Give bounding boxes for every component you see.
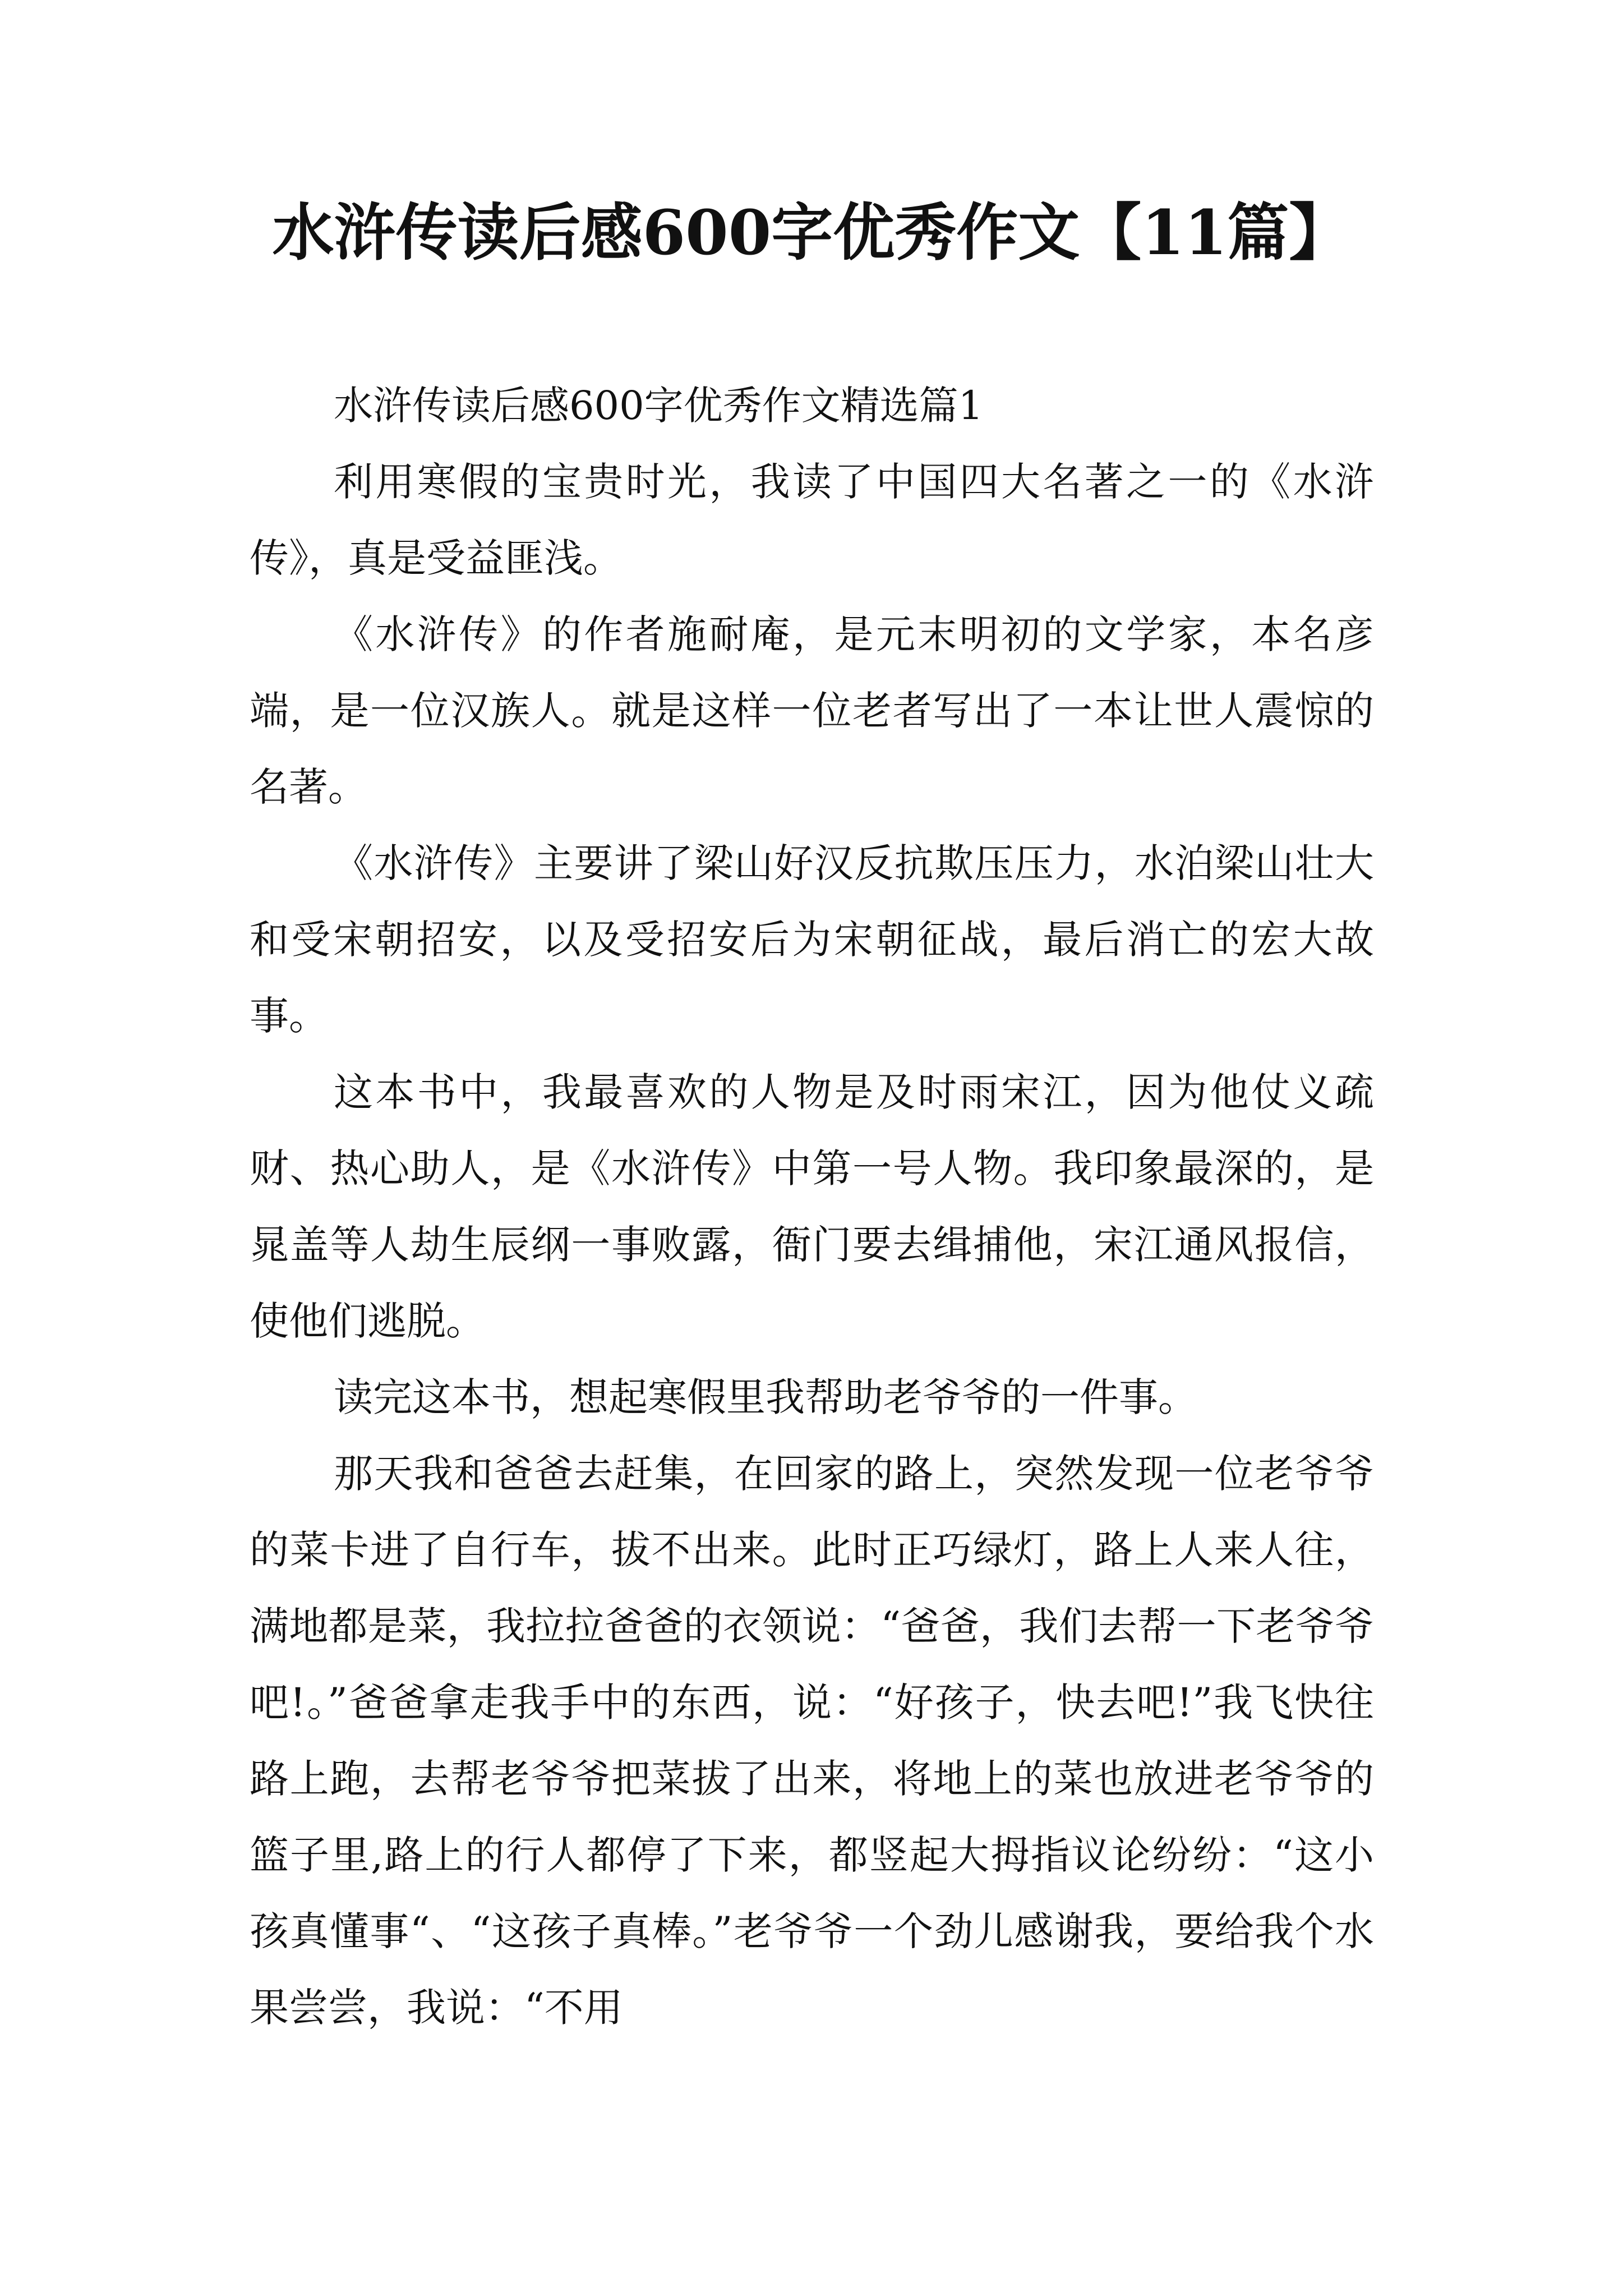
paragraph: 这本书中，我最喜欢的人物是及时雨宋江，因为他仗义疏财、热心助人，是《水浒传》中第一号人物。我印象最深的，是晁盖等人劫生辰纲一事败露，衙门要去缉捕他，宋江通风报信，使他们逃脱。 — [250, 1069, 1374, 1344]
document-title: 水浒传读后感600字优秀作文【11篇】 — [272, 196, 1351, 269]
paragraph: 《水浒传》的作者施耐庵，是元末明初的文学家，本名彦端，是一位汉族人。就是这样一位老者写出了一本让世人震惊的名著。 — [250, 611, 1374, 810]
paragraph: 《水浒传》主要讲了梁山好汉反抗欺压压力，水泊梁山壮大和受宋朝招安，以及受招安后为宋朝征战，最后消亡的宏大故事。 — [250, 840, 1374, 1039]
document-body — [250, 367, 1374, 2046]
section-heading: 水浒传读后感600字优秀作文精选篇1 — [334, 383, 984, 429]
paragraph: 利用寒假的宝贵时光，我读了中国四大名著之一的《水浒传》，真是受益匪浅。 — [250, 459, 1374, 581]
paragraph: 那天我和爸爸去赶集，在回家的路上，突然发现一位老爷爷的菜卡进了自行车，拔不出来。此时正巧绿灯，路上人来人往，满地都是菜，我拉拉爸爸的衣领说：“爸爸，我们去帮一下老爷爷吧!。”爸爸拿走我手中的东西，说：“好孩子，快去吧!”我飞快往路上跑，去帮老爷爷把菜拔了出来，将地上的菜也放进老爷爷的篮子里,路上的行人都停了下来，都竖起大拇指议论纷纷：“这小孩真懂事“、“这孩子真棒。”老爷爷一个劲儿感谢我，要给我个水果尝尝，我说：“不用 — [250, 1451, 1374, 2031]
paragraph: 读完这本书，想起寒假里我帮助老爷爷的一件事。 — [334, 1374, 1197, 1420]
